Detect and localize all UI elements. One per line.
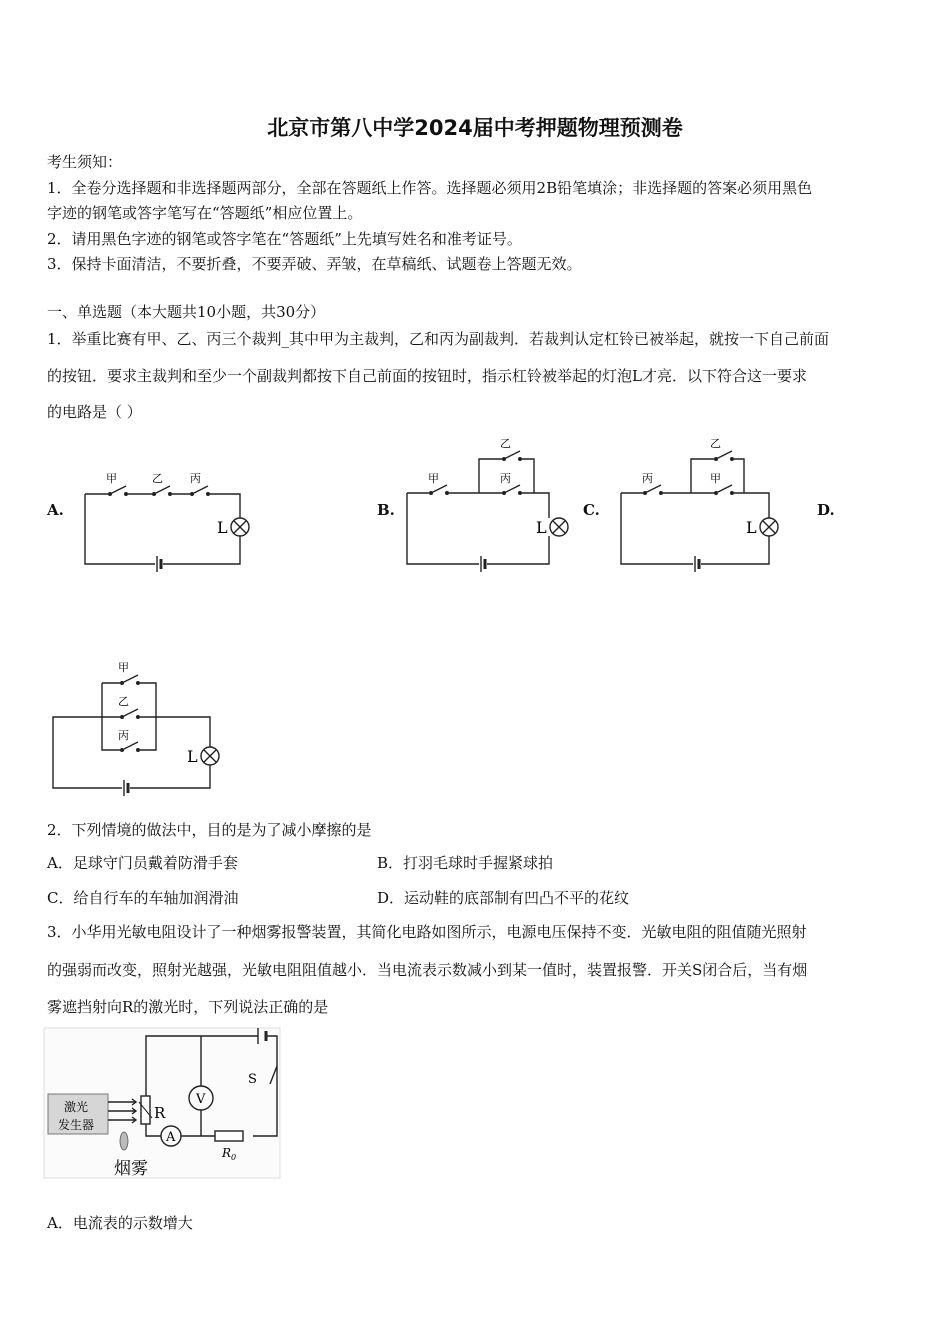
- q3-stem-line3: 雾遮挡射向R的激光时，下列说法正确的是: [47, 998, 329, 1016]
- notice-item-1-cont: 字迹的钢笔或答字笔写在“答题纸”相应位置上。: [47, 204, 363, 222]
- q2-option-b: B．打羽毛球时手握紧球拍: [377, 854, 554, 872]
- svg-text:乙: 乙: [500, 437, 511, 450]
- svg-text:丙: 丙: [500, 472, 511, 485]
- svg-text:乙: 乙: [118, 695, 129, 708]
- svg-text:乙: 乙: [710, 437, 721, 450]
- q1-option-d-label: D.: [817, 501, 835, 519]
- switch-jia-label: 甲: [106, 472, 117, 485]
- svg-text:甲: 甲: [118, 661, 129, 674]
- q2-option-c: C．给自行车的车轴加润滑油: [47, 889, 239, 907]
- voltmeter-label: V: [196, 1092, 206, 1107]
- switch-yi-label: 乙: [152, 472, 163, 485]
- q1-stem-line1: 1．举重比赛有甲、乙、丙三个裁判_其中甲为主裁判，乙和丙为副裁判．若裁判认定杠铃已被举起，就按一下自己前面: [47, 330, 830, 348]
- q3-option-a: A．电流表的示数增大: [47, 1214, 193, 1232]
- q1-option-c-label: C.: [583, 501, 600, 519]
- q2-option-a: A．足球守门员戴着防滑手套: [47, 854, 238, 872]
- q1-option-a-label: A.: [47, 501, 64, 519]
- ammeter-label: A: [166, 1130, 176, 1145]
- q3-stem-line1: 3．小华用光敏电阻设计了一种烟雾报警装置，其简化电路如图所示，电源电压保持不变．光敏电阻的阻值随光照射: [47, 923, 807, 941]
- q3-circuit-figure: [44, 1028, 280, 1180]
- notice-item-2: 2．请用黑色字迹的钢笔或答字笔在“答题纸”上先填写姓名和准考证号。: [47, 230, 522, 248]
- notice-item-1: 1．全卷分选择题和非选择题两部分，全部在答题纸上作答。选择题必须用2B铅笔填涂；非选择题的答案必须用黑色: [47, 179, 813, 197]
- q1-stem-line2: 的按钮．要求主裁判和至少一个副裁判都按下自己前面的按钮时，指示杠铃被举起的灯泡L才亮．以下符合这一要求: [47, 367, 807, 385]
- section-heading: 一、单选题（本大题共10小题，共30分）: [47, 303, 326, 321]
- fixed-resistor-icon: [215, 1131, 243, 1141]
- lamp-label: L: [217, 518, 228, 537]
- svg-text:L: L: [536, 518, 547, 537]
- r0-label: $R_0$: [222, 1146, 237, 1162]
- q1-circuit-b: [404, 435, 579, 575]
- notice-heading: 考生须知：: [47, 153, 123, 171]
- notice-item-3: 3．保持卡面清洁，不要折叠，不要弄破、弄皱，在草稿纸、试题卷上答题无效。: [47, 255, 582, 273]
- q2-stem: 2．下列情境的做法中，目的是为了减小摩擦的是: [47, 821, 372, 839]
- switch-s-label: S: [248, 1072, 257, 1087]
- q1-option-b-label: B.: [377, 501, 395, 519]
- q1-circuit-d: [50, 655, 225, 800]
- switch-bing-label: 丙: [190, 472, 201, 485]
- svg-text:L: L: [187, 747, 198, 766]
- smoke-label: 烟雾: [114, 1159, 148, 1179]
- laser-label-1: 激光: [64, 1100, 89, 1114]
- svg-text:L: L: [746, 518, 757, 537]
- q1-stem-line3: 的电路是（ ）: [47, 403, 142, 421]
- smoke-icon: [120, 1132, 128, 1150]
- q3-stem-line2: 的强弱而改变，照射光越强，光敏电阻阻值越小．当电流表示数减小到某一值时，装置报警．开关S闭合后，当有烟: [47, 961, 808, 979]
- page-title: 北京市第八中学2024届中考押题物理预测卷: [267, 116, 683, 140]
- q1-circuit-a: [80, 470, 250, 580]
- q1-circuit-c: [618, 435, 788, 575]
- svg-text:甲: 甲: [428, 472, 439, 485]
- svg-text:丙: 丙: [118, 729, 129, 742]
- q2-option-d: D．运动鞋的底部制有凹凸不平的花纹: [377, 889, 630, 907]
- r-label: R: [154, 1104, 166, 1122]
- svg-text:丙: 丙: [642, 472, 653, 485]
- svg-text:甲: 甲: [710, 472, 721, 485]
- laser-label-2: 发生器: [58, 1118, 95, 1132]
